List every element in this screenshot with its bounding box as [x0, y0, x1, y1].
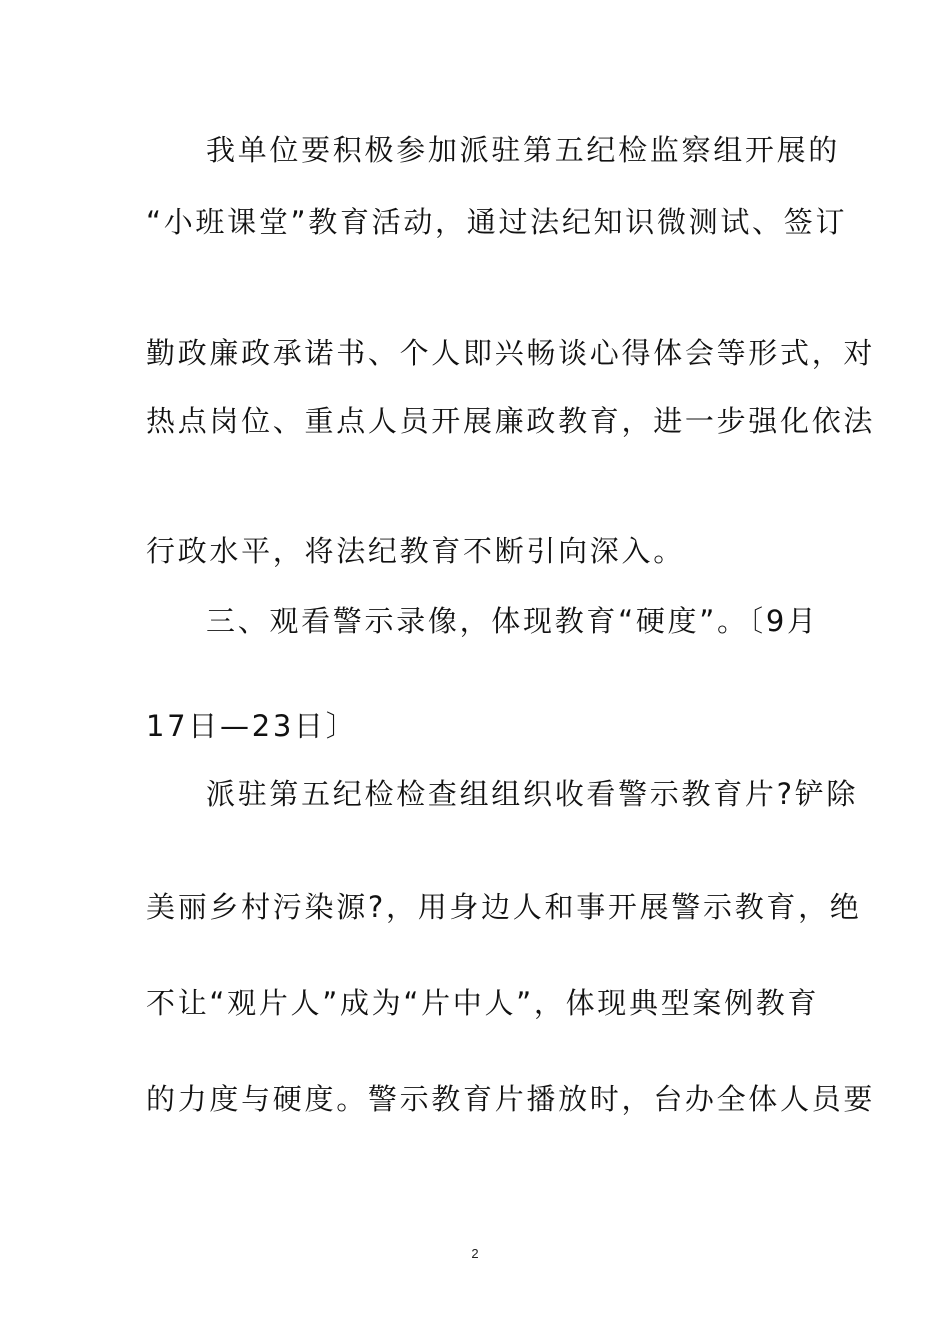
paragraph-line: 派驻第五纪检检查组组织收看警示教育片?铲除	[206, 777, 859, 811]
paragraph-line: 不让“观片人”成为“片中人”，体现典型案例教育	[146, 986, 820, 1020]
paragraph-line: 美丽乡村污染源?，用身边人和事开展警示教育，绝	[146, 890, 862, 924]
page-number: 2	[471, 1246, 479, 1261]
paragraph-line: 我单位要积极参加派驻第五纪检监察组开展的	[206, 133, 841, 167]
date-range-line: 17日—23日〕	[146, 709, 358, 743]
paragraph-line: “小班课堂”教育活动，通过法纪知识微测试、签订	[146, 205, 848, 239]
section-heading: 三、观看警示录像，体现教育“硬度”。〔9月	[206, 604, 819, 638]
paragraph-line: 热点岗位、重点人员开展廉政教育，进一步强化依法	[146, 404, 876, 438]
paragraph-line: 勤政廉政承诺书、个人即兴畅谈心得体会等形式，对	[146, 336, 876, 370]
paragraph-line: 的力度与硬度。警示教育片播放时，台办全体人员要	[146, 1082, 876, 1116]
paragraph-line: 行政水平，将法纪教育不断引向深入。	[146, 534, 685, 568]
